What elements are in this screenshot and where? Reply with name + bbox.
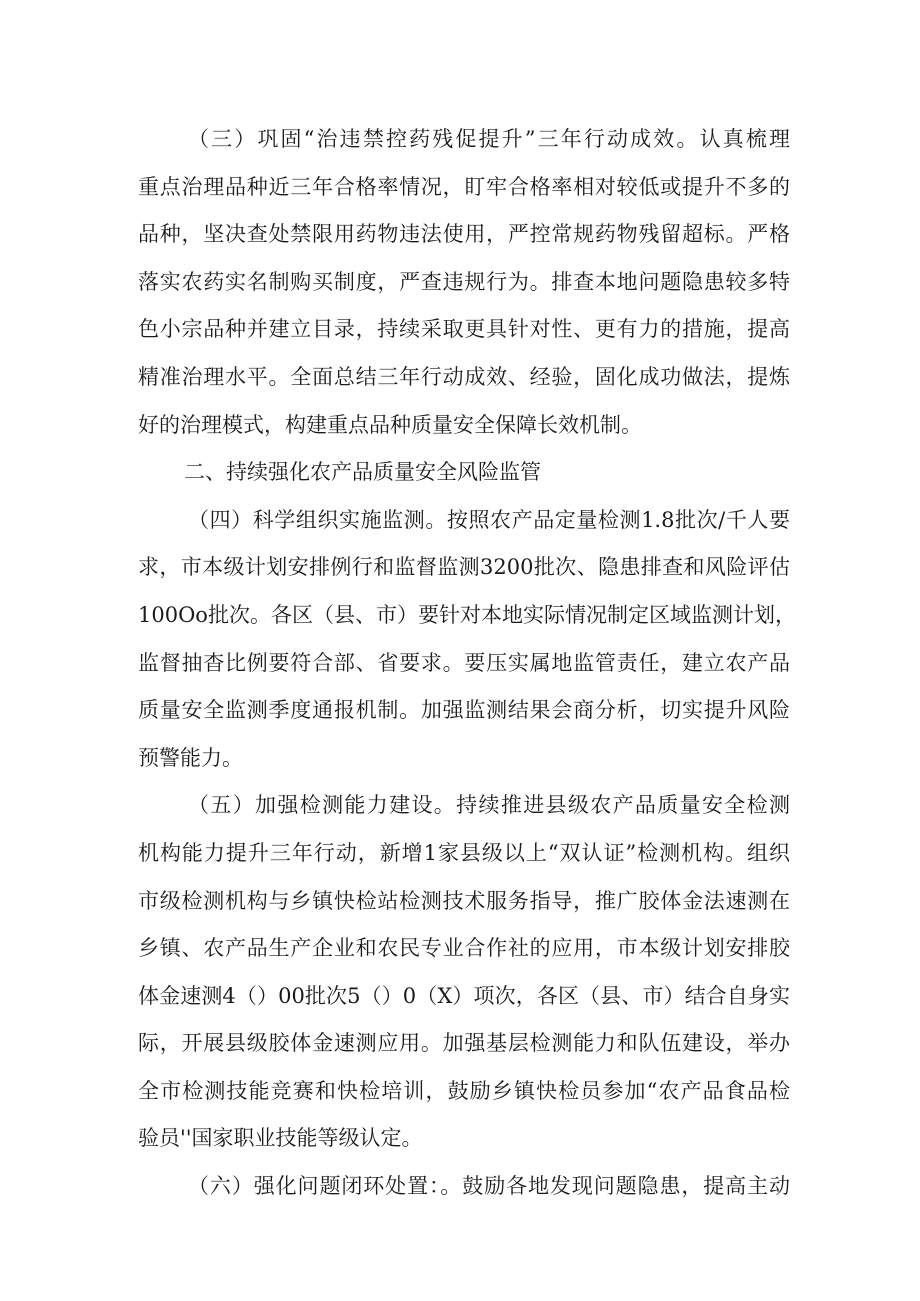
paragraph-5-line-8: 验员''国家职业技能等级认定。	[138, 1126, 423, 1151]
document-body	[138, 116, 796, 1211]
paragraph-3-line-3: 品种，坚决查处禁限用药物违法使用，严控常规药物残留超标。严格	[138, 222, 790, 247]
paragraph-3-line-7: 好的治理模式，构建重点品种质量安全保障长效机制。	[138, 412, 642, 437]
paragraph-3-line-5: 色小宗品种并建立目录，持续采取更具针对性、更有力的措施，提高	[138, 317, 790, 342]
paragraph-5-line-4: 乡镇、农产品生产企业和农民专业合作社的应用，市本级计划安排胶	[138, 936, 790, 961]
paragraph-5-line-2: 机构能力提升三年行动，新增1家县级以上“双认证”检测机构。组织	[138, 840, 790, 865]
paragraph-3-line-1: （三）巩固“治违禁控药残促提升”三年行动成效。认真梳理	[188, 127, 790, 151]
section-heading-2: 二、持续强化农产品质量安全风险监管	[184, 460, 541, 485]
paragraph-5-line-3: 市级检测机构与乡镇快检站检测技术服务指导，推广胶体金法速测在	[138, 888, 790, 913]
paragraph-4-line-6: 预警能力。	[138, 745, 243, 770]
paragraph-3-line-6: 精准治理水平。全面总结三年行动成效、经验，固化成功做法，提炼	[138, 364, 790, 389]
paragraph-4-line-1: （四）科学组织实施监测。按照农产品定量检测1.8批次/千人要	[188, 507, 790, 532]
paragraph-4-line-4: 监督抽杳比例要符合部、省要求。要压实属地监管责任，建立农产品	[138, 650, 790, 675]
paragraph-4-line-5: 质量安全监测季度通报机制。加强监测结果会商分析，切实提升风险	[138, 698, 790, 723]
paragraph-5-line-6: 际，开展县级胶体金速测应用。加强基层检测能力和队伍建设，举办	[138, 1031, 790, 1056]
paragraph-4-line-3: 100Oo批次。各区（县、市）要针对本地实际情况制定区域监测计划，	[138, 602, 796, 627]
paragraph-5-line-1: （五）加强检测能力建设。持续推进县级农产品质量安全检测	[188, 793, 790, 818]
paragraph-5-line-7: 全市检测技能竞赛和快检培训，鼓励乡镇快检员参加“农产品食品检	[138, 1078, 790, 1103]
paragraph-3-line-4: 落实农药实名制购买制度，严查违规行为。排查本地问题隐患较多特	[138, 269, 790, 294]
paragraph-6-line-1: （六）强化问题闭环处置：。鼓励各地发现问题隐患，提高主动	[188, 1174, 790, 1199]
paragraph-3-line-2: 重点治理品种近三年合格率情况，盯牢合格率相对较低或提升不多的	[138, 174, 790, 199]
paragraph-4-line-2: 求，市本级计划安排例行和监督监测3200批次、隐患排查和风险评估	[138, 555, 790, 580]
paragraph-5-line-5: 体金速测4（）00批次5（）0（X）项次，各区（县、市）结合自身实	[138, 983, 790, 1008]
